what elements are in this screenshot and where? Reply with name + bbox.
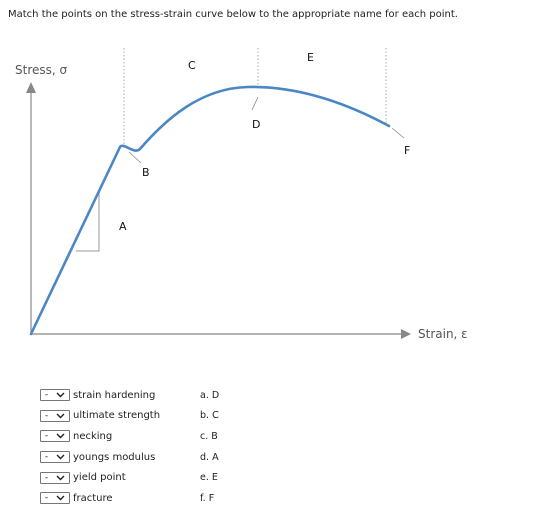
select-value: - — [44, 431, 49, 442]
option-item: a. D — [200, 389, 220, 401]
option-item: b. C — [200, 410, 219, 422]
x-axis-label: Strain, ε — [418, 327, 468, 341]
answer-select[interactable] — [40, 430, 70, 442]
match-label: yield point — [73, 472, 126, 484]
chevron-down-icon — [52, 493, 69, 503]
answer-select[interactable] — [40, 492, 70, 504]
point-label-d: D — [252, 118, 261, 131]
match-row — [40, 488, 160, 509]
chevron-down-icon — [52, 411, 69, 421]
answer-select[interactable] — [40, 472, 70, 484]
point-label-c: C — [188, 59, 196, 72]
y-axis-arrow-icon — [26, 82, 36, 93]
x-axis-arrow-icon — [401, 329, 411, 339]
match-label: necking — [73, 430, 113, 442]
match-label: ultimate strength — [73, 410, 161, 422]
guide-lines — [124, 48, 386, 146]
select-value: - — [44, 410, 49, 421]
match-row — [40, 385, 160, 406]
match-row — [40, 447, 160, 468]
select-value: - — [44, 493, 49, 504]
point-label-b: B — [142, 166, 150, 179]
option-item: c. B — [200, 430, 218, 442]
leader-lines — [129, 97, 404, 163]
answer-select[interactable] — [40, 389, 70, 401]
match-row — [40, 406, 160, 427]
select-value: - — [44, 452, 49, 463]
match-row — [40, 467, 160, 488]
point-label-f: F — [404, 144, 411, 157]
matching-rows — [40, 385, 160, 509]
leader-line-f — [392, 128, 404, 138]
option-item: d. A — [200, 451, 219, 463]
match-label: strain hardening — [73, 389, 156, 401]
chevron-down-icon — [52, 431, 69, 441]
match-row — [40, 426, 160, 447]
answer-select[interactable] — [40, 410, 70, 422]
leader-line-d — [252, 97, 258, 110]
answer-options — [200, 385, 219, 509]
axes — [31, 90, 405, 334]
match-label: fracture — [73, 492, 113, 504]
point-label-a: A — [119, 220, 127, 233]
option-item: e. E — [200, 472, 218, 484]
point-label-e: E — [307, 51, 314, 64]
option-item: f. F — [200, 492, 215, 504]
chevron-down-icon — [52, 473, 69, 483]
stress-strain-curve — [31, 87, 389, 334]
select-value: - — [44, 472, 49, 483]
question-text: Match the points on the stress-strain curve below to the appropriate name for each point. — [8, 9, 458, 20]
select-value: - — [44, 390, 49, 401]
match-label: youngs modulus — [73, 451, 156, 463]
answer-select[interactable] — [40, 451, 70, 463]
y-axis-label: Stress, σ — [15, 63, 68, 77]
leader-line-b — [129, 152, 141, 163]
chevron-down-icon — [52, 390, 69, 400]
chevron-down-icon — [52, 452, 69, 462]
slope-triangle — [76, 193, 99, 251]
